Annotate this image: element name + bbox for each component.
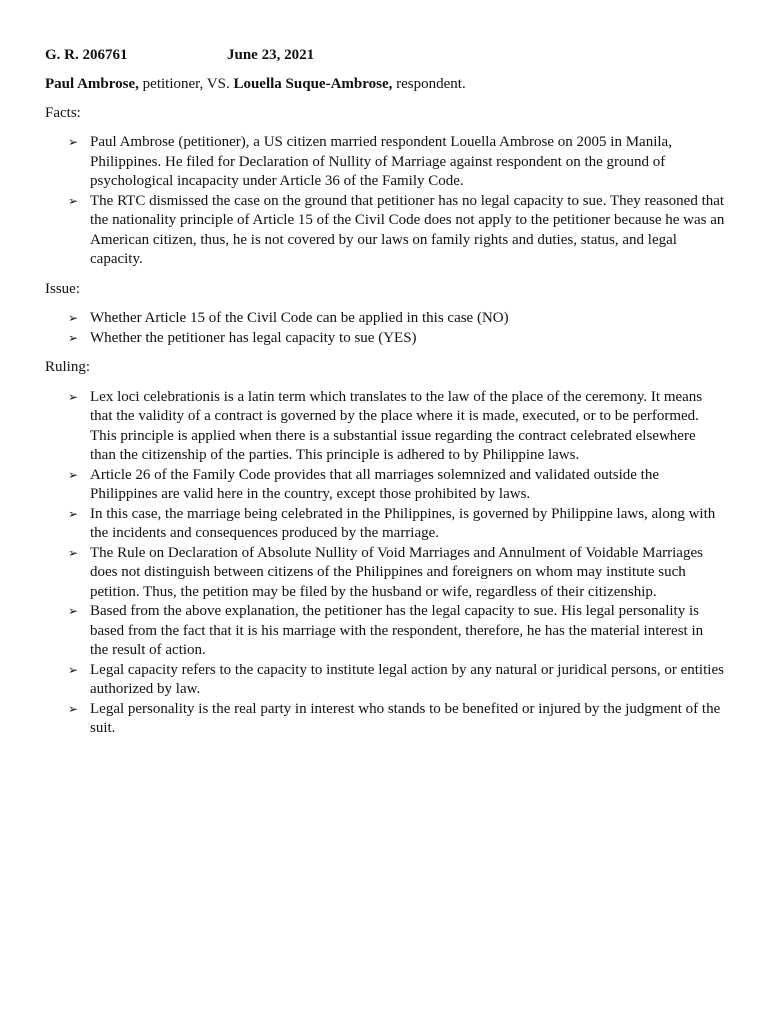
list-item-text: Whether Article 15 of the Civil Code can be applied in this case (NO)	[90, 310, 509, 326]
list-item	[45, 466, 725, 505]
list-item-text: Legal personality is the real party in interest who stands to be benefited or injured by the judgment of the suit.	[90, 700, 721, 736]
list-item-text: Based from the above explanation, the petitioner has the legal capacity to sue. His legal personality is based from the fact that it is his marriage with the respondent, therefore, he has the material interest in the result of action.	[90, 603, 704, 658]
document-page	[45, 46, 725, 749]
arrowhead-bullet-icon: ➢	[68, 506, 79, 521]
list-item	[45, 661, 725, 700]
case-header	[45, 46, 725, 66]
list-item-text: The Rule on Declaration of Absolute Nullity of Void Marriages and Annulment of Voidable Marriages does not distinguish between citizens of the Philippines and foreigners on whom may institute such petition. Thus, the petition may be filed by the husband or wife, regardless of their citizenship.	[90, 544, 703, 600]
list-item-text: Whether the petitioner has legal capacity to sue (YES)	[90, 329, 417, 346]
list-item	[45, 133, 725, 192]
ruling-heading: Ruling:	[45, 359, 91, 375]
list-item-text: Article 26 of the Family Code provides that all marriages solemnized and validated outside the Philippines are valid here in the country, except those prohibited by laws.	[90, 466, 660, 502]
facts-heading: Facts:	[45, 104, 81, 121]
list-item-text: Lex loci celebrationis is a latin term which translates to the law of the place of the ceremony. It means that the validity of a contract is governed by the place where it is made, executed, or to be performed. This principle is applied when there is a substantial issue regarding the contract celebrated elsewhere than the citizenship of the parties. This principle is adhered to by Philippine laws.	[90, 388, 703, 463]
petitioner-name: Paul Ambrose,	[45, 76, 139, 92]
list-item	[45, 192, 725, 270]
arrowhead-bullet-icon: ➢	[68, 330, 79, 345]
list-item-text: Paul Ambrose (petitioner), a US citizen married respondent Louella Ambrose on 2005 in Manila, Philippines. He filed for Declaration of Nullity of Marriage against respondent on the ground of psychological incapacity under Article 36 of the Family Code.	[90, 134, 672, 189]
list-item-text: Legal capacity refers to the capacity to institute legal action by any natural or juridical persons, or entities authorized by law.	[90, 661, 724, 697]
gr-number: G. R. 206761	[45, 47, 128, 63]
list-item	[45, 544, 725, 603]
arrowhead-bullet-icon: ➢	[68, 311, 79, 325]
arrowhead-bullet-icon: ➢	[68, 662, 79, 677]
arrowhead-bullet-icon: ➢	[68, 135, 79, 149]
decision-date: June 23, 2021	[227, 47, 315, 63]
respondent-name: Louella Suque-Ambrose,	[233, 76, 393, 92]
petitioner-role: petitioner, VS.	[138, 76, 234, 92]
issue-heading: Issue:	[45, 280, 80, 297]
arrowhead-bullet-icon: ➢	[68, 701, 79, 716]
facts-list	[45, 133, 725, 270]
respondent-role: respondent.	[392, 76, 466, 92]
arrowhead-bullet-icon: ➢	[68, 604, 79, 618]
list-item	[45, 700, 725, 739]
ruling-list	[45, 388, 725, 739]
issue-list	[45, 309, 725, 348]
arrowhead-bullet-icon: ➢	[68, 193, 79, 208]
list-item-text: The RTC dismissed the case on the ground that petitioner has no legal capacity to sue. They reasoned that the nationality principle of Article 15 of the Civil Code does not apply to the petitioner because he was an American citizen, thus, he is not covered by our laws on family rights and duties, status, and legal capacity.	[90, 192, 725, 267]
arrowhead-bullet-icon: ➢	[68, 545, 79, 560]
list-item	[45, 388, 725, 466]
list-item	[45, 505, 725, 544]
case-parties	[45, 75, 725, 95]
arrowhead-bullet-icon: ➢	[68, 389, 79, 404]
list-item	[45, 309, 725, 329]
list-item-text: In this case, the marriage being celebrated in the Philippines, is governed by Philippine laws, along with the incidents and consequences produced by the marriage.	[90, 505, 716, 541]
arrowhead-bullet-icon: ➢	[68, 467, 79, 482]
list-item	[45, 329, 725, 349]
list-item	[45, 602, 725, 661]
